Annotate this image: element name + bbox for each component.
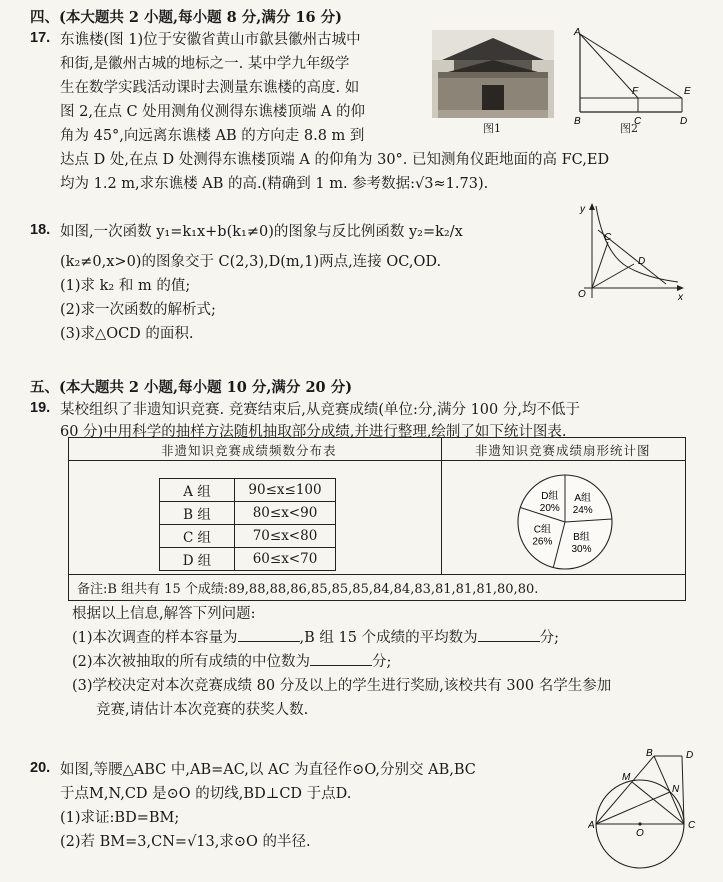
pie-chart-title: 非遗知识竞赛成绩扇形统计图 bbox=[475, 443, 651, 458]
pie-slice-label: C组 bbox=[533, 524, 551, 536]
pie-slice-label: A组 bbox=[574, 493, 592, 505]
q19-line-2: 60 分)中用科学的抽样方法随机抽取部分成绩,并进行整理,绘制了如下统计图表. bbox=[60, 424, 567, 440]
q18-label-o: O bbox=[578, 289, 586, 300]
q19-sub1: (1)本次调查的样本容量为 ,B 组 15 个成绩的平均数为 分; bbox=[72, 630, 559, 646]
q18-line-5: (3)求△OCD 的面积. bbox=[60, 326, 194, 342]
table-row bbox=[160, 525, 336, 548]
pie-slice-percent: 20% bbox=[539, 503, 560, 515]
q20-label-a: A bbox=[588, 820, 595, 831]
q17-line-5: 角为 45°,向远离东谯楼 AB 的方向走 8.8 m 到 bbox=[60, 128, 365, 144]
freq-table-title: 非遗知识竞赛成绩频数分布表 bbox=[161, 443, 337, 458]
frequency-table bbox=[159, 478, 336, 571]
q18-label-c: C bbox=[604, 232, 612, 243]
q17-line-1: 东谯楼(图 1)位于安徽省黄山市歙县徽州古城中 bbox=[60, 32, 361, 48]
q20-circle-diagram bbox=[588, 748, 704, 878]
group-name: A 组 bbox=[160, 479, 235, 502]
q19-sub3-line-2: 竞赛,请估计本次竞赛的获奖人数. bbox=[96, 702, 309, 718]
pie-slice-percent: 24% bbox=[572, 505, 593, 517]
q20-label-c: C bbox=[688, 820, 696, 831]
q20-number: 20. bbox=[30, 760, 51, 776]
q18-label-d: D bbox=[638, 256, 646, 267]
fig2-label-b: B bbox=[574, 116, 581, 127]
q18-label-y: y bbox=[580, 204, 585, 215]
group-name: C 组 bbox=[160, 525, 235, 548]
statistics-panel bbox=[68, 437, 686, 601]
group-range: 60≤x<70 bbox=[235, 548, 336, 571]
table-row bbox=[160, 479, 336, 502]
fig2-label-e: E bbox=[684, 86, 691, 97]
q20-line-2: 于点M,N,CD 是⊙O 的切线,BD⊥CD 于点D. bbox=[60, 786, 352, 802]
group-range: 80≤x<90 bbox=[235, 502, 336, 525]
fig2-label-c: C bbox=[634, 116, 642, 127]
q19-line-1: 某校组织了非遗知识竞赛. 竞赛结束后,从竞赛成绩(单位:分,满分 100 分,均不低于 bbox=[60, 402, 580, 418]
q17-line-2: 和街,是徽州古城的地标之一. 某中学九年级学 bbox=[60, 56, 350, 72]
section-5-heading: 五、(本大题共 2 小题,每小题 10 分,满分 20 分) bbox=[30, 379, 353, 396]
q18-line-1: 如图,一次函数 y₁=k₁x+b(k₁≠0)的图象与反比例函数 y₂=k₂/x bbox=[60, 224, 463, 240]
b-group-note: 备注:B 组共有 15 个成绩:89,88,88,86,85,85,85,84,84,83,81,81,81,80,80. bbox=[77, 582, 539, 597]
q18-line-2: (k₂≠0,x>0)的图象交于 C(2,3),D(m,1)两点,连接 OC,OD. bbox=[60, 254, 442, 270]
group-range: 90≤x≤100 bbox=[235, 479, 336, 502]
group-name: B 组 bbox=[160, 502, 235, 525]
q17-number: 17. bbox=[30, 30, 51, 46]
q20-label-b: B bbox=[646, 748, 653, 759]
pie-slice-percent: 26% bbox=[532, 536, 553, 548]
q18-graph bbox=[566, 200, 686, 304]
q20-line-4: (2)若 BM=3,CN=√13,求⊙O 的半径. bbox=[60, 834, 311, 850]
pie-slice-percent: 30% bbox=[571, 543, 592, 555]
fig2-label-f: F bbox=[632, 86, 639, 97]
table-row bbox=[160, 502, 336, 525]
fig2-caption: 图2 bbox=[620, 122, 638, 135]
fig1-caption: 图1 bbox=[483, 122, 501, 135]
q17-line-6: 达点 D 处,在点 D 处测得东谯楼顶端 A 的仰角为 30°. 已知测角仪距地面的高 FC,ED bbox=[60, 152, 610, 168]
q20-line-1: 如图,等腰△ABC 中,AB=AC,以 AC 为直径作⊙O,分别交 AB,BC bbox=[60, 762, 476, 778]
fig2-label-d: D bbox=[680, 116, 688, 127]
q20-line-3: (1)求证:BD=BM; bbox=[60, 810, 180, 826]
q19-number: 19. bbox=[30, 400, 51, 416]
q19-sub2: (2)本次被抽取的所有成绩的中位数为 分; bbox=[72, 654, 392, 670]
answer-blank-average[interactable] bbox=[478, 641, 540, 642]
pie-slice-label: B组 bbox=[573, 531, 590, 543]
section-4-heading: 四、(本大题共 2 小题,每小题 8 分,满分 16 分) bbox=[30, 9, 342, 26]
pie-slice-label: D组 bbox=[541, 491, 559, 503]
q20-label-n: N bbox=[672, 784, 680, 795]
q18-number: 18. bbox=[30, 222, 51, 238]
q17-line-7: 均为 1.2 m,求东谯楼 AB 的高.(精确到 1 m. 参考数据:√3≈1.73). bbox=[60, 176, 489, 192]
tower-photo bbox=[432, 30, 554, 118]
q17-line-4: 图 2,在点 C 处用测角仪测得东谯楼顶端 A 的仰 bbox=[60, 104, 365, 120]
q17-line-3: 生在数学实践活动课时去测量东谯楼的高度. 如 bbox=[60, 80, 360, 96]
q20-label-o: O bbox=[636, 828, 644, 839]
answer-blank-median[interactable] bbox=[310, 665, 372, 666]
fig2-diagram bbox=[568, 28, 698, 128]
answer-blank-sample-size[interactable] bbox=[238, 641, 300, 642]
table-row bbox=[160, 548, 336, 571]
q20-label-m: M bbox=[622, 772, 631, 783]
q19-after: 根据以上信息,解答下列问题: bbox=[72, 606, 256, 622]
q20-label-d: D bbox=[686, 750, 694, 761]
q19-sub3-line-1: (3)学校决定对本次竞赛成绩 80 分及以上的学生进行奖励,该校共有 300 名学生参加 bbox=[72, 678, 612, 694]
group-range: 70≤x<80 bbox=[235, 525, 336, 548]
q18-line-3: (1)求 k₂ 和 m 的值; bbox=[60, 278, 191, 294]
fig2-label-a: A bbox=[574, 28, 581, 38]
group-name: D 组 bbox=[160, 548, 235, 571]
pie-chart bbox=[515, 472, 615, 572]
q18-label-x: x bbox=[678, 292, 683, 303]
q18-line-4: (2)求一次函数的解析式; bbox=[60, 302, 216, 318]
